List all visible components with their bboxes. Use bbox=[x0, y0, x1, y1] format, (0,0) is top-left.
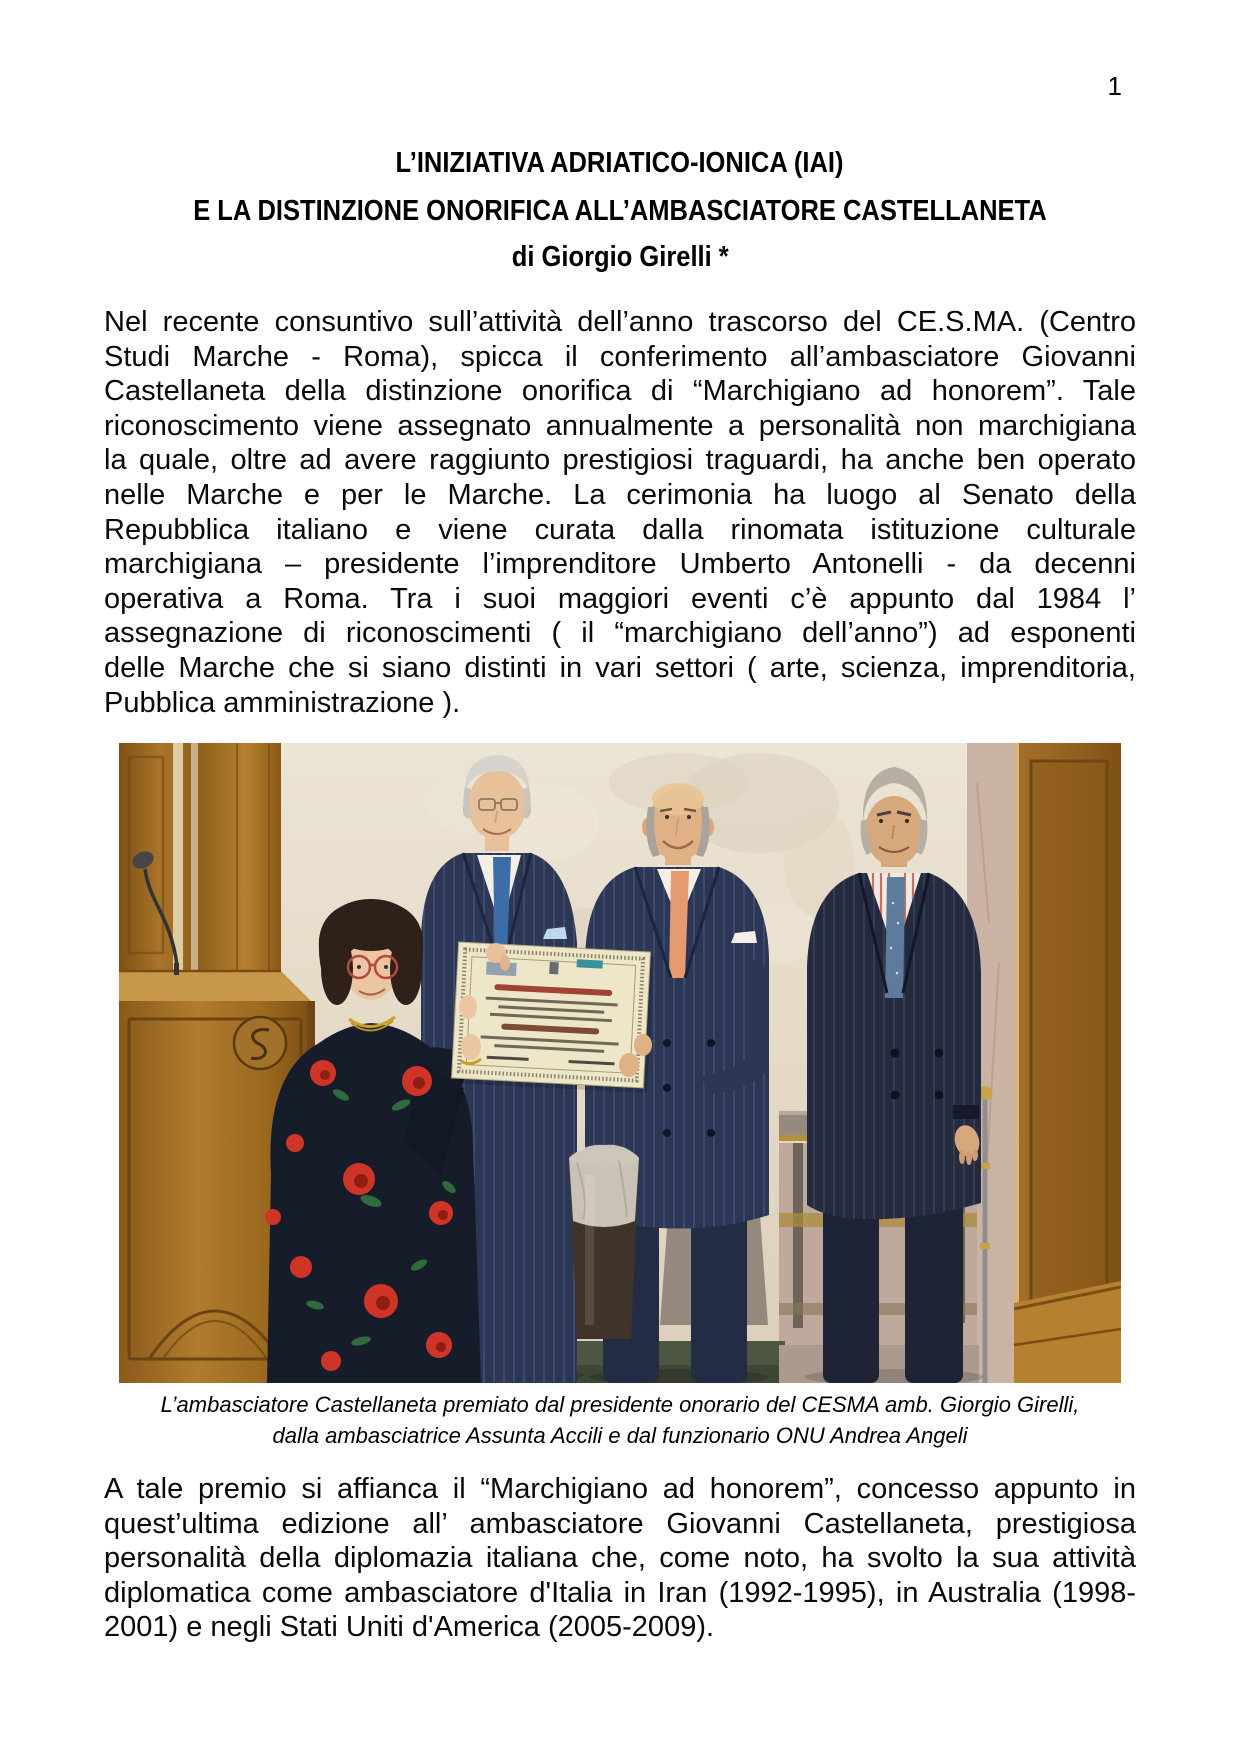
body-paragraph-1 bbox=[104, 305, 1136, 720]
text-line: personalità della diplomazia italiana che, come noto, ha svolto la sua attività bbox=[104, 1542, 1136, 1575]
article-title-line2: E LA DISTINZIONE ONORIFICA ALL’AMBASCIATORE CASTELLANETA bbox=[193, 195, 1047, 227]
text-line: A tale premio si affianca il “Marchigiano ad honorem”, concesso appunto in bbox=[104, 1473, 1136, 1505]
text-line: Pubblica amministrazione ). bbox=[104, 686, 461, 719]
text-line: delle Marche che si siano distinti in vari settori ( arte, scienza, imprenditoria, bbox=[104, 651, 1136, 684]
page-number: 1 bbox=[1107, 71, 1122, 101]
text-line: diplomatica come ambasciatore d'Italia in Iran (1992-1995), in Australia (1998- bbox=[104, 1576, 1136, 1609]
photo-caption-line2: dalla ambasciatrice Assunta Accili e dal funzionario ONU Andrea Angeli bbox=[272, 1423, 968, 1448]
text-line: riconoscimento viene assegnato annualmente a personalità non marchigiana bbox=[104, 409, 1136, 442]
text-line: 2001) e negli Stati Uniti d'America (2005-2009). bbox=[104, 1611, 715, 1644]
text-line: operativa a Roma. Tra i suoi maggiori eventi c’è appunto dal 1984 l’ bbox=[104, 582, 1136, 615]
ceremony-photo bbox=[119, 743, 1121, 1383]
photo-caption-line1: L’ambasciatore Castellaneta premiato dal presidente onorario del CESMA amb. Giorgio Girelli, bbox=[160, 1392, 1080, 1417]
body-paragraph-2 bbox=[104, 1472, 1136, 1645]
senate-medallion bbox=[234, 1017, 286, 1069]
wooden-door bbox=[1014, 743, 1121, 1383]
text-line: Studi Marche - Roma), spicca il conferimento all’ambasciatore Giovanni bbox=[104, 340, 1136, 373]
text-line: Nel recente consuntivo sull’attività dell’anno trascorso del CE.S.MA. (Centro bbox=[104, 306, 1136, 338]
text-line: marchigiana – presidente l’imprenditore Umberto Antonelli - da decenni bbox=[104, 548, 1136, 581]
article-byline: di Giorgio Girelli * bbox=[511, 241, 729, 273]
text-line: Castellaneta della distinzione onorifica di “Marchigiano ad honorem”. Tale bbox=[104, 375, 1136, 408]
waste-bin bbox=[569, 1145, 639, 1339]
article-title-line1: L’INIZIATIVA ADRIATICO-IONICA (IAI) bbox=[396, 147, 844, 179]
text-line: quest’ultima edizione all’ ambasciatore Giovanni Castellaneta, prestigiosa bbox=[104, 1507, 1136, 1540]
text-line: assegnazione di riconoscimenti ( il “marchigiano dell’anno”) ad esponenti bbox=[104, 617, 1136, 650]
article-header bbox=[104, 146, 1136, 274]
text-line: la quale, oltre ad avere raggiunto prestigiosi traguardi, ha anche ben operato bbox=[104, 444, 1136, 477]
photo-caption bbox=[104, 1389, 1136, 1451]
text-line: nelle Marche e per le Marche. La cerimonia ha luogo al Senato della bbox=[104, 478, 1136, 511]
text-line: Repubblica italiano e viene curata dalla rinomata istituzione culturale bbox=[104, 513, 1136, 546]
